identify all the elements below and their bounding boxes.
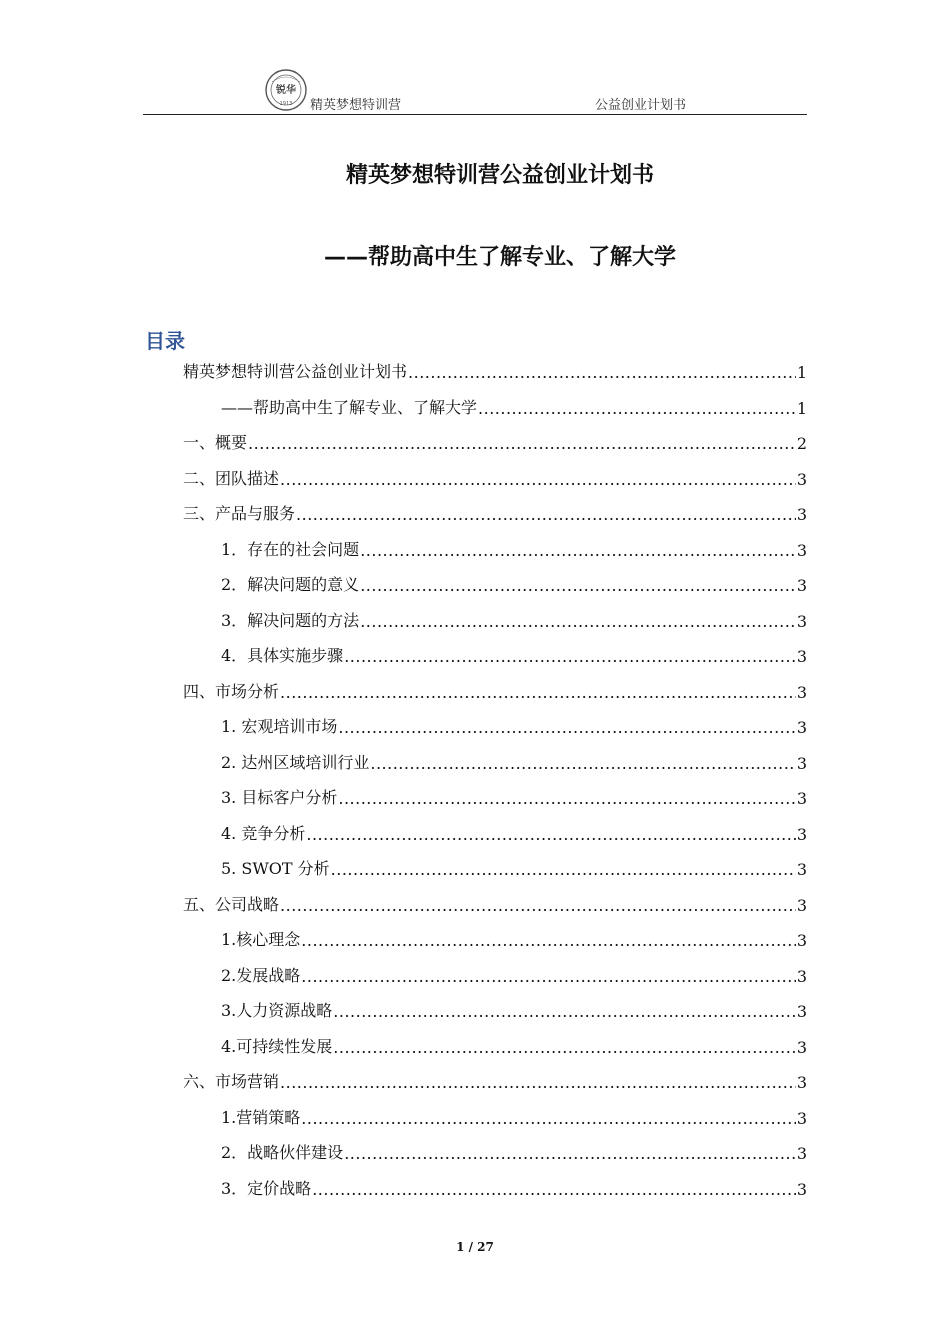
toc-heading: 目录 xyxy=(145,329,185,353)
toc-entry[interactable] xyxy=(221,565,807,595)
toc-entry-title: 4. 竞争分析 xyxy=(221,823,306,843)
toc-entry[interactable] xyxy=(221,636,807,666)
toc-entry[interactable] xyxy=(221,707,807,737)
toc-entry-title: 1.核心理念 xyxy=(221,930,301,949)
toc-leader-dots xyxy=(408,363,796,382)
logo-year: 1913 xyxy=(279,101,293,107)
toc-entry-page: 3 xyxy=(796,1037,807,1057)
toc-leader-dots xyxy=(333,1038,796,1057)
toc-entry[interactable] xyxy=(221,530,807,560)
toc-entry[interactable] xyxy=(221,1133,807,1163)
toc-entry-page: 3 xyxy=(796,1073,807,1092)
toc-entry-title: ——帮助高中生了解专业、了解大学 xyxy=(221,397,478,417)
toc-entry[interactable] xyxy=(221,1027,807,1057)
toc-entry[interactable] xyxy=(183,1062,807,1092)
toc-entry-title: 五、公司战略 xyxy=(183,894,280,914)
toc-leader-dots xyxy=(301,967,796,986)
toc-entry-title: 4．具体实施步骤 xyxy=(221,646,344,665)
toc-entry-title: 二、团队描述 xyxy=(183,468,280,488)
toc-leader-dots xyxy=(301,931,796,950)
toc-leader-dots xyxy=(301,1109,796,1128)
toc-entry-page: 3 xyxy=(796,611,807,631)
toc-entry-title: 1．存在的社会问题 xyxy=(221,539,360,559)
toc-entry[interactable] xyxy=(221,956,807,986)
toc-leader-dots xyxy=(344,647,796,666)
toc-entry-page: 3 xyxy=(796,1108,807,1128)
toc-entry-title: 一、概要 xyxy=(183,433,248,452)
toc-entry[interactable] xyxy=(183,672,807,702)
toc-entry[interactable] xyxy=(183,352,807,382)
toc-entry[interactable] xyxy=(183,423,807,453)
toc-leader-dots xyxy=(338,789,795,808)
toc-entry[interactable] xyxy=(221,991,807,1021)
toc-entry[interactable] xyxy=(183,459,807,489)
toc-entry-page: 3 xyxy=(796,647,807,666)
toc-entry-page: 3 xyxy=(796,789,807,808)
toc-entry-page: 1 xyxy=(796,363,807,382)
toc-entry-title: 精英梦想特训营公益创业计划书 xyxy=(183,362,408,381)
toc-entry[interactable] xyxy=(183,885,807,915)
toc-entry-page: 3 xyxy=(796,966,807,986)
toc-leader-dots xyxy=(280,1073,796,1092)
toc-entry[interactable] xyxy=(221,849,807,879)
toc-entry-title: 3．解决问题的方法 xyxy=(221,610,360,630)
toc-entry-title: 3．定价战略 xyxy=(221,1178,312,1198)
logo-text: 锐华 xyxy=(276,85,296,96)
toc-entry-page: 3 xyxy=(796,682,807,702)
toc-entry[interactable] xyxy=(221,920,807,950)
document-subtitle: ——帮助高中生了解专业、了解大学 xyxy=(323,245,676,270)
toc-entry-title: 1. 宏观培训市场 xyxy=(221,717,338,736)
toc-entry-page: 3 xyxy=(796,931,807,950)
toc-entry-page: 3 xyxy=(796,753,807,773)
toc-entry-title: 4.可持续性发展 xyxy=(221,1036,333,1056)
toc-leader-dots xyxy=(478,399,796,418)
toc-leader-dots xyxy=(280,683,796,702)
toc-leader-dots xyxy=(280,470,796,489)
page-header xyxy=(143,64,807,115)
document-title: 精英梦想特训营公益创业计划书 xyxy=(345,163,654,188)
toc-entry[interactable] xyxy=(183,494,807,524)
toc-entry-title: 3. 目标客户分析 xyxy=(221,788,338,807)
toc-entry[interactable] xyxy=(221,778,807,808)
toc-entry[interactable] xyxy=(221,814,807,844)
toc-leader-dots xyxy=(306,825,795,844)
toc-leader-dots xyxy=(360,612,796,631)
toc-leader-dots xyxy=(280,896,796,915)
toc-entry-page: 3 xyxy=(796,576,807,595)
toc-entry-title: 2. 达州区域培训行业 xyxy=(221,752,370,772)
toc-entry-page: 3 xyxy=(796,860,807,879)
toc-entry-page: 3 xyxy=(796,505,807,524)
toc-entry-page: 3 xyxy=(796,1002,807,1021)
toc-leader-dots xyxy=(344,1144,796,1163)
toc-leader-dots xyxy=(338,718,795,737)
toc-entry-title: 5. SWOT 分析 xyxy=(221,859,330,878)
toc-entry-page: 3 xyxy=(796,718,807,737)
toc-entry-title: 3.人力资源战略 xyxy=(221,1001,333,1020)
header-left-text: 精英梦想特训营 xyxy=(310,98,402,113)
toc-entry-title: 2.发展战略 xyxy=(221,965,301,985)
toc-entry[interactable] xyxy=(221,1169,807,1199)
toc-entry-page: 3 xyxy=(796,1144,807,1163)
toc-entry-page: 3 xyxy=(796,895,807,915)
toc-entry[interactable] xyxy=(221,601,807,631)
toc-entry-page: 3 xyxy=(796,540,807,560)
toc-leader-dots xyxy=(333,1002,796,1021)
toc-entry-page: 3 xyxy=(796,1179,807,1199)
toc-leader-dots xyxy=(370,754,795,773)
university-logo-icon xyxy=(262,68,310,112)
toc-leader-dots xyxy=(360,541,796,560)
page-number: 1 / 27 xyxy=(456,1240,494,1254)
toc-entry-page: 3 xyxy=(796,469,807,489)
toc-entry-title: 六、市场营销 xyxy=(183,1072,280,1091)
toc-entry-title: 三、产品与服务 xyxy=(183,504,296,523)
toc-entry[interactable] xyxy=(221,743,807,773)
toc-entry[interactable] xyxy=(221,388,807,418)
toc-entry-title: 2．战略伙伴建设 xyxy=(221,1143,344,1162)
toc-leader-dots xyxy=(296,505,796,524)
toc-entry-title: 四、市场分析 xyxy=(183,681,280,701)
toc-leader-dots xyxy=(248,434,796,453)
toc-entry[interactable] xyxy=(221,1098,807,1128)
toc-entry-page: 1 xyxy=(796,398,807,418)
header-right-text: 公益创业计划书 xyxy=(595,98,687,113)
toc-leader-dots xyxy=(331,860,796,879)
toc-entry-page: 2 xyxy=(796,434,807,453)
toc-entry-page: 3 xyxy=(796,824,807,844)
toc-entry-title: 2．解决问题的意义 xyxy=(221,575,360,594)
toc-leader-dots xyxy=(360,576,796,595)
toc-entry-title: 1.营销策略 xyxy=(221,1107,301,1127)
toc-leader-dots xyxy=(312,1180,796,1199)
